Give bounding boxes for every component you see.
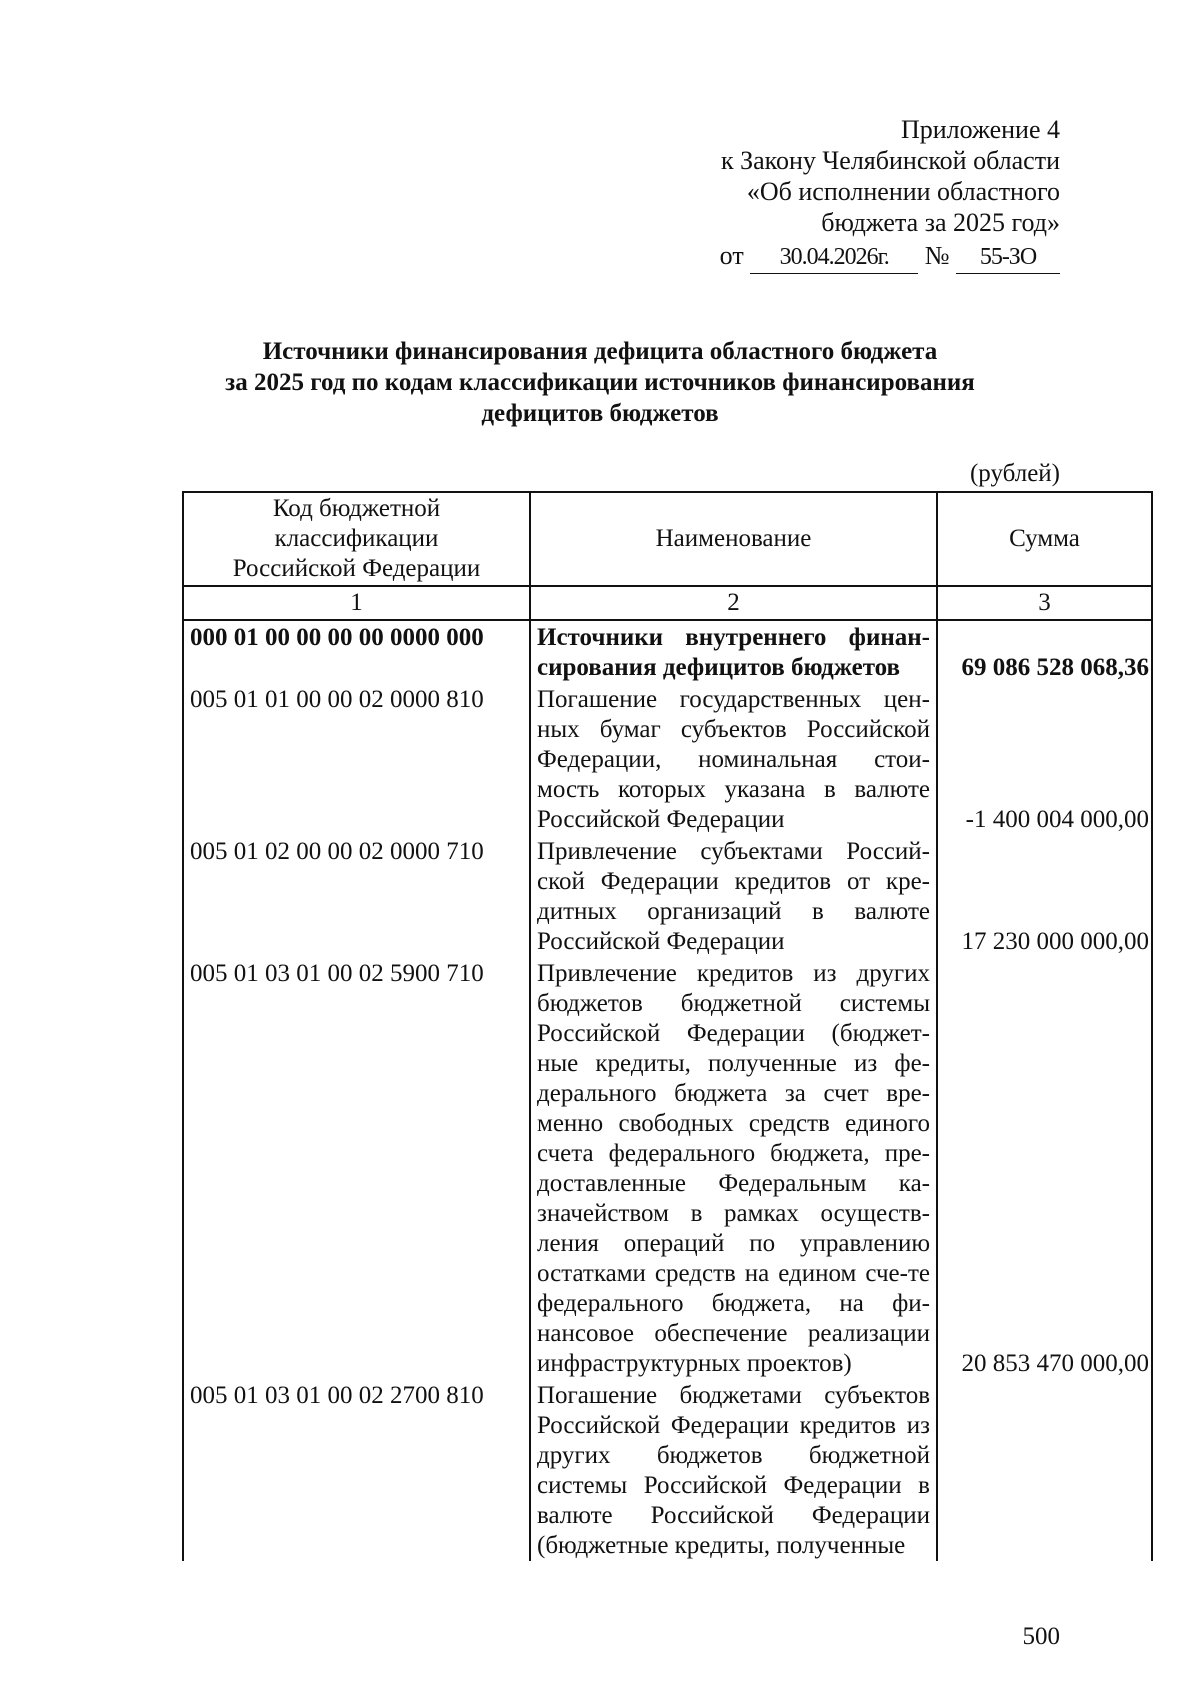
row-name: Привлечение кредитов из других бюджетов бюджетной системы Российской Федерации (бюджет-ные кредиты, полученные из фе-дерального бюджета за счет вре-менно свободных средств единого счета федерального бюджета, пре-доставленные Федеральным ка-значейством в рамках осуществ-ления операций по управлению остатками средств на едином сче-те федерального бюджета, на фи-нансовое обеспечение реализации инфраструктурных проектов) [530,957,937,1379]
column-number: 1 [183,586,530,620]
header-sum: Сумма [937,492,1152,586]
row-code: 005 01 03 01 00 02 5900 710 [183,957,530,1379]
table-row [183,620,1152,683]
decree-line [600,240,1060,274]
row-code: 005 01 03 01 00 02 2700 810 [183,1379,530,1561]
appendix-block [600,114,1060,274]
appendix-title: Приложение 4 [900,115,1060,144]
row-sum: 20 853 470 000,00 [937,957,1152,1379]
header-code: Код бюджетной классификации Российской Федерации [183,492,530,586]
row-sum [937,1379,1152,1561]
table-row [183,683,1152,835]
decree-number: 55-ЗО [956,242,1060,274]
title-line-2: за 2025 год по кодам классификации источников финансирования [225,369,975,396]
table-header-row [183,492,1152,586]
row-name: Привлечение субъектами Россий-ской Федерации кредитов от кре-дитных организаций в валюте Российской Федерации [530,835,937,957]
from-label: от [719,241,744,270]
table-row [183,957,1152,1379]
title-line-3: дефицитов бюджетов [481,400,719,427]
unit-label: (рублей) [969,460,1060,487]
column-number: 2 [530,586,937,620]
table-row [183,1379,1152,1561]
row-code: 005 01 01 00 00 02 0000 810 [183,683,530,835]
number-label: № [924,241,950,270]
row-code: 000 01 00 00 00 00 0000 000 [183,620,530,683]
decree-date: 30.04.2026г. [750,242,918,274]
row-sum: 17 230 000 000,00 [937,835,1152,957]
row-code: 005 01 02 00 00 02 0000 710 [183,835,530,957]
appendix-law-name-2: бюджета за 2025 год» [821,208,1060,237]
row-sum: -1 400 004 000,00 [937,683,1152,835]
row-name: Погашение государственных цен-ных бумаг субъектов Российской Федерации, номинальная стои-мость которых указана в валюте Российской Федерации [530,683,937,835]
appendix-law: к Закону Челябинской области [720,146,1060,175]
header-name: Наименование [530,492,937,586]
table-row [183,835,1152,957]
row-sum: 69 086 528 068,36 [937,620,1152,683]
page-number: 500 [1022,1623,1060,1650]
appendix-law-name-1: «Об исполнении областного [746,177,1060,206]
row-name: Источники внутреннего финан-сирования дефицитов бюджетов [530,620,937,683]
sources-table [182,491,1153,1561]
row-name: Погашение бюджетами субъектов Российской Федерации кредитов из других бюджетов бюджетной системы Российской Федерации в валюте Российской Федерации (бюджетные кредиты, полученные [530,1379,937,1561]
title-line-1: Источники финансирования дефицита областного бюджета [262,338,938,365]
column-number-row [183,586,1152,620]
document-title [140,336,1060,429]
column-number: 3 [937,586,1152,620]
